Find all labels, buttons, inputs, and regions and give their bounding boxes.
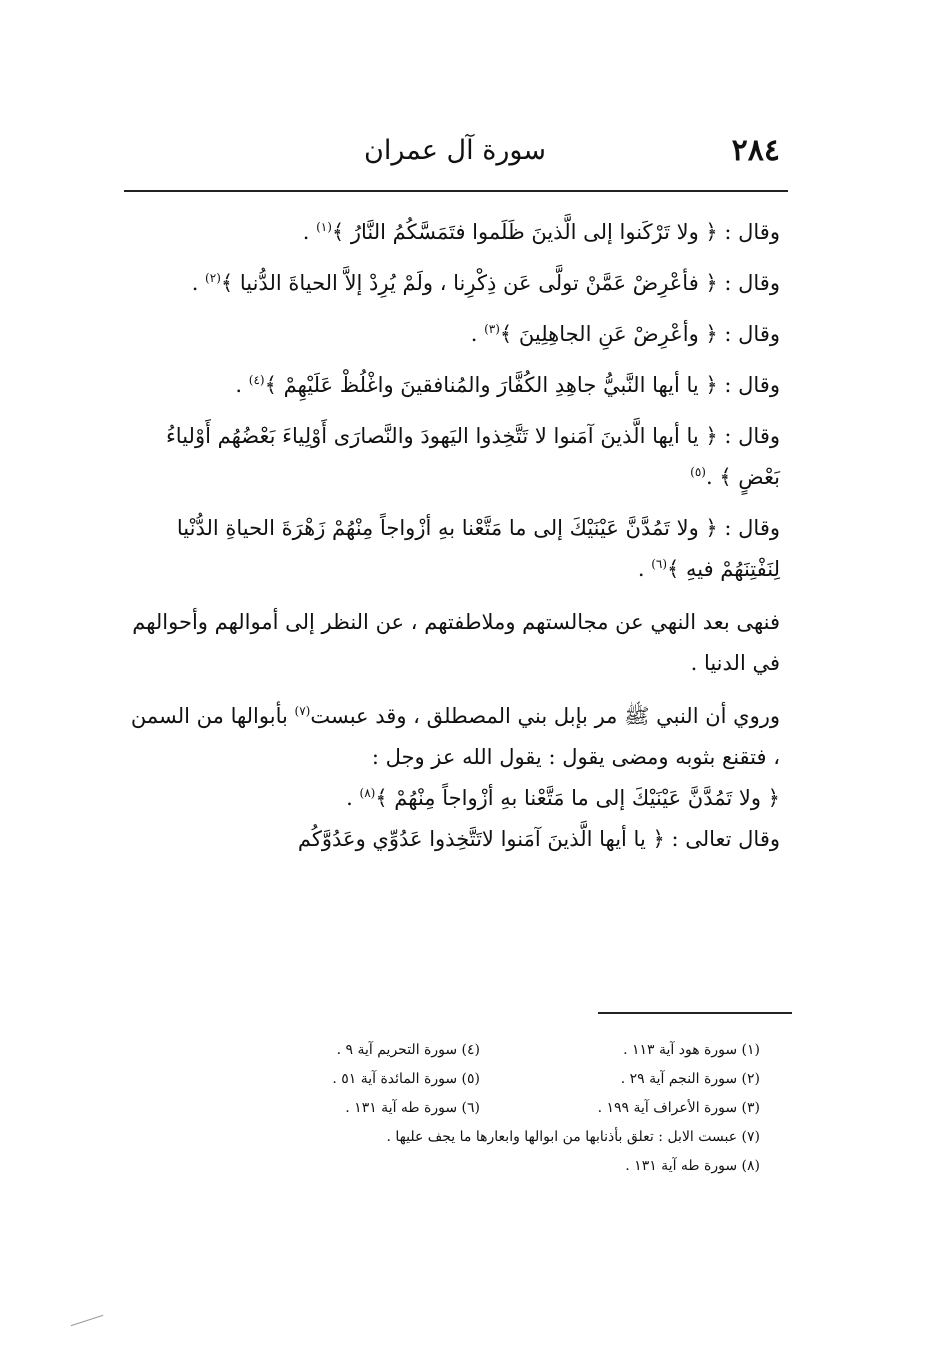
period: . bbox=[235, 373, 249, 397]
paragraph bbox=[130, 602, 780, 684]
quran-verse: ﴿ ولا تَمُدَّنَّ عَيْنَيْكَ إلى ما مَتَّعْنا بهِ أزْواجاً مِنْهُمْ ﴾ bbox=[375, 786, 780, 810]
paragraph-text: بأبوالها من السمن ، فتقنع بثوبه ومضى يقول : يقول الله عز وجل : bbox=[130, 704, 780, 769]
paragraph-text: وقال : ﴿ وأعْرِضْ عَنِ الجاهِلِينَ ﴾ bbox=[499, 322, 780, 346]
paragraph-text: وقال : ﴿ يا أيها النَّبيُّ جاهِدِ الكُفَّارَ والمُنافقينَ واغْلُظْ عَلَيْهِمْ ﴾ bbox=[264, 373, 780, 397]
footnote-ref: (٨) bbox=[359, 786, 376, 800]
period: . bbox=[705, 465, 720, 489]
running-title: سورة آل عمران bbox=[364, 135, 546, 166]
footnotes bbox=[200, 1036, 760, 1181]
paragraph-text: وقال تعالى : ﴿ يا أيها الَّذينَ آمَنوا لاتَتَّخِذوا عَدُوِّي وعَدُوَّكُم bbox=[297, 827, 780, 851]
footnote: (٣) سورة الأعراف آية ١٩٩ . bbox=[597, 1100, 760, 1116]
footnote: (٧) عبست الابل : تعلق بأذنابها من ابوالها وابعارها ما يجف عليها . bbox=[386, 1129, 760, 1145]
paragraph-text: وروي أن النبي ﷺ مر بإبل بني المصطلق ، وقد عبست bbox=[310, 704, 780, 728]
paragraph-text: وقال : ﴿ ولا تَمُدَّنَّ عَيْنَيْكَ إلى ما مَتَّعْنا بهِ أزْواجاً مِنْهُمْ زَهْرَةَ الحياةِ الدُّنْيا لِنَفْتِنَهُمْ فيهِ ﴾ bbox=[176, 516, 780, 581]
footnote-ref: (٢) bbox=[205, 271, 221, 285]
period: . bbox=[302, 220, 317, 244]
scan-mark bbox=[71, 1315, 104, 1326]
footnote-ref: (٥) bbox=[690, 465, 706, 479]
footnote-ref: (٤) bbox=[248, 373, 265, 387]
paragraph-text: وقال : ﴿ يا أيها الَّذينَ آمَنوا لا تَتَّخِذوا اليَهودَ والنَّصارَى أَوْلِياءَ بَعْضُهُم أَوْلياءُ بَعْضٍ ﴾ bbox=[165, 424, 780, 489]
paragraph-text: فنهى بعد النهي عن مجالستهم وملاطفتهم ، عن النظر إلى أموالهم وأحوالهم في الدنيا . bbox=[132, 610, 780, 675]
footnote: (٤) سورة التحريم آية ٩ . bbox=[336, 1042, 480, 1058]
period: . bbox=[191, 271, 206, 295]
page-number: ٢٨٤ bbox=[731, 133, 780, 168]
footnote: (٨) سورة طه آية ١٣١ . bbox=[625, 1158, 760, 1174]
paragraph-text: وقال : ﴿ فأعْرِضْ عَمَّنْ تولَّى عَن ذِكْرِنا ، ولَمْ يُرِدْ إلاَّ الحياةَ الدُّنيا ﴾ bbox=[220, 271, 780, 295]
footnote-ref: (١) bbox=[316, 220, 332, 234]
paragraph: وروي أن النبي ﷺ مر بإبل بني المصطلق ، وقد عبست$^{(٧)}$ بأبوالها من السمن ، فتقنع بثوبه ومضى يقول : يقول الله عز وجل : ﴿ ولا تَمُدَّنَّ عَيْنَيْكَ إلى ما مَتَّعْنا بهِ أزْواجاً مِنْهُمْ ﴾$^{(٨)}$ . وقال تعالى : ﴿ يا أيها الَّذينَ آمَنوا لاتَتَّخِذوا عَدُوِّي وعَدُوَّكُم bbox=[130, 704, 780, 851]
paragraph bbox=[130, 365, 780, 406]
paragraph bbox=[130, 212, 780, 253]
page-header bbox=[124, 133, 788, 177]
footnote-ref: (٣) bbox=[484, 322, 500, 336]
footnote: (٢) سورة النجم آية ٢٩ . bbox=[620, 1071, 760, 1087]
footnote-ref: (٦) bbox=[651, 557, 668, 571]
paragraph bbox=[130, 314, 780, 355]
paragraph-text: وقال : ﴿ ولا تَرْكَنوا إلى الَّذينَ ظَلَموا فتَمَسَّكُمُ النَّارُ ﴾ bbox=[331, 220, 780, 244]
paragraph bbox=[130, 416, 780, 498]
period: . bbox=[637, 557, 652, 581]
footnote-ref: (٧) bbox=[294, 704, 311, 718]
paragraph bbox=[130, 508, 780, 590]
paragraph bbox=[130, 263, 780, 304]
footnote-rule bbox=[598, 1012, 792, 1014]
main-text bbox=[130, 212, 780, 870]
footnote: (١) سورة هود آية ١١٣ . bbox=[623, 1042, 760, 1058]
footnote: (٦) سورة طه آية ١٣١ . bbox=[345, 1100, 480, 1116]
period: . bbox=[470, 322, 485, 346]
footnote: (٥) سورة المائدة آية ٥١ . bbox=[332, 1071, 480, 1087]
header-rule bbox=[124, 190, 788, 192]
